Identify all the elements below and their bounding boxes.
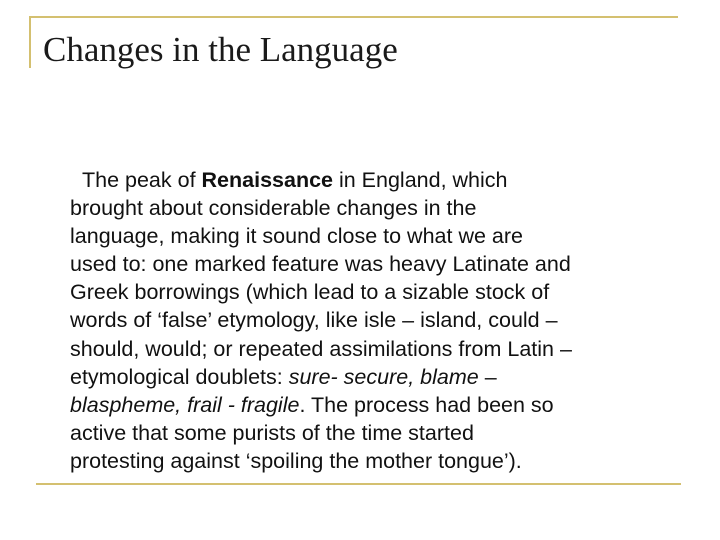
body-line-4: used to: one marked feature was heavy Latinate and [70, 252, 571, 277]
top-rule [29, 16, 678, 18]
body-text-segment: etymological doublets: [70, 364, 289, 389]
body-line-1 [70, 166, 690, 194]
body-line-5: Greek borrowings (which lead to a sizable stock of [70, 280, 550, 305]
body-text-segment: in England, which [333, 168, 508, 192]
body-paragraph [70, 166, 690, 475]
left-rule [29, 16, 31, 68]
body-line-2: brought about considerable changes in the [70, 196, 477, 221]
body-line-9 [70, 391, 690, 419]
doublet-examples: sure- secure, blame [288, 364, 479, 389]
body-line-8 [70, 363, 690, 391]
body-line-6: words of ‘false’ etymology, like isle – island, could – [70, 308, 558, 333]
body-line-11: protesting against ‘spoiling the mother tongue’). [70, 448, 522, 473]
body-text-segment: – [478, 364, 497, 389]
body-text-segment: . The process had been so [299, 392, 554, 417]
body-line-7: should, would; or repeated assimilations from Latin – [70, 336, 572, 361]
doublet-examples: blaspheme, frail - fragile [70, 392, 300, 417]
bottom-rule [36, 483, 681, 485]
slide-title: Changes in the Language [43, 30, 398, 69]
body-line-10: active that some purists of the time started [70, 420, 474, 445]
body-line-3: language, making it sound close to what we are [70, 224, 523, 249]
renaissance-term: Renaissance [201, 168, 333, 192]
body-text-segment: The peak of [82, 168, 202, 192]
